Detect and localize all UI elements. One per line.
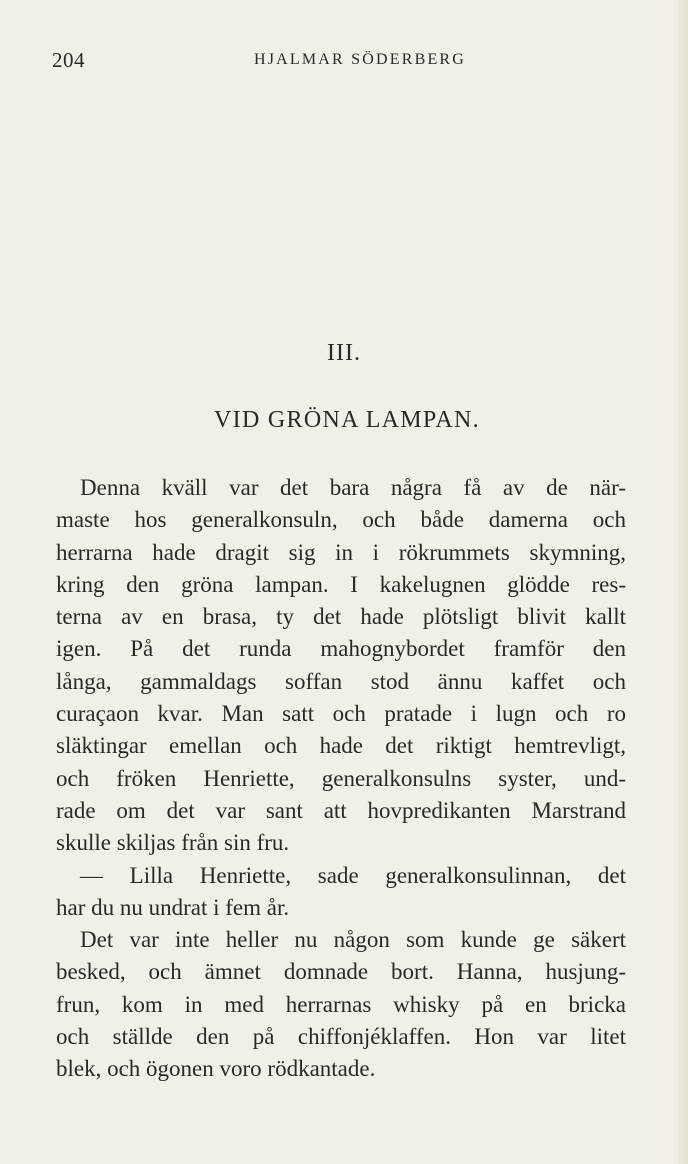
text-line: och ställde den på chiffonjéklaffen. Hon var litet — [56, 1024, 626, 1050]
text-line: besked, och ämnet domnade bort. Hanna, husjung- — [56, 959, 626, 985]
text-line: igen. På det runda mahognybordet framför den — [56, 636, 626, 662]
text-line: blek, och ögonen voro rödkantade. — [56, 1056, 376, 1082]
chapter-number: III. — [327, 340, 361, 366]
text-line: frun, kom in med herrarnas whisky på en bricka — [56, 991, 626, 1017]
text-line: — Lilla Henriette, sade generalkonsulinnan, det — [80, 862, 626, 888]
text-line: herrarna hade dragit sig in i rökrummets skymning, — [56, 539, 626, 565]
text-line: skulle skiljas från sin fru. — [56, 830, 290, 856]
text-line: släktingar emellan och hade det riktigt hemtrevligt, — [56, 733, 626, 759]
chapter-title: VID GRÖNA LAMPAN. — [214, 407, 480, 433]
text-line: långa, gammaldags soffan stod ännu kaffet och — [56, 668, 626, 694]
text-line: terna av en brasa, ty det hade plötsligt blivit kallt — [56, 604, 626, 630]
text-line: och fröken Henriette, generalkonsulns syster, und- — [56, 765, 626, 791]
text-line: curaçaon kvar. Man satt och pratade i lugn och ro — [56, 701, 626, 727]
text-line: kring den gröna lampan. I kakelugnen glödde res- — [56, 571, 626, 597]
text-line: Det var inte heller nu någon som kunde ge säkert — [80, 927, 626, 953]
text-line: Denna kväll var det bara några få av de när- — [80, 475, 626, 500]
text-line: har du nu undrat i fem år. — [56, 894, 290, 920]
running-head: HJALMAR SÖDERBERG — [253, 51, 467, 68]
page-number: 204 — [52, 48, 85, 72]
body-text — [56, 472, 626, 1086]
page-edge — [678, 0, 688, 1164]
text-line: rade om det var sant att hovpredikanten Marstrand — [56, 797, 626, 823]
page-header — [52, 48, 632, 74]
text-line: maste hos generalkonsuln, och både damerna och — [56, 507, 626, 533]
